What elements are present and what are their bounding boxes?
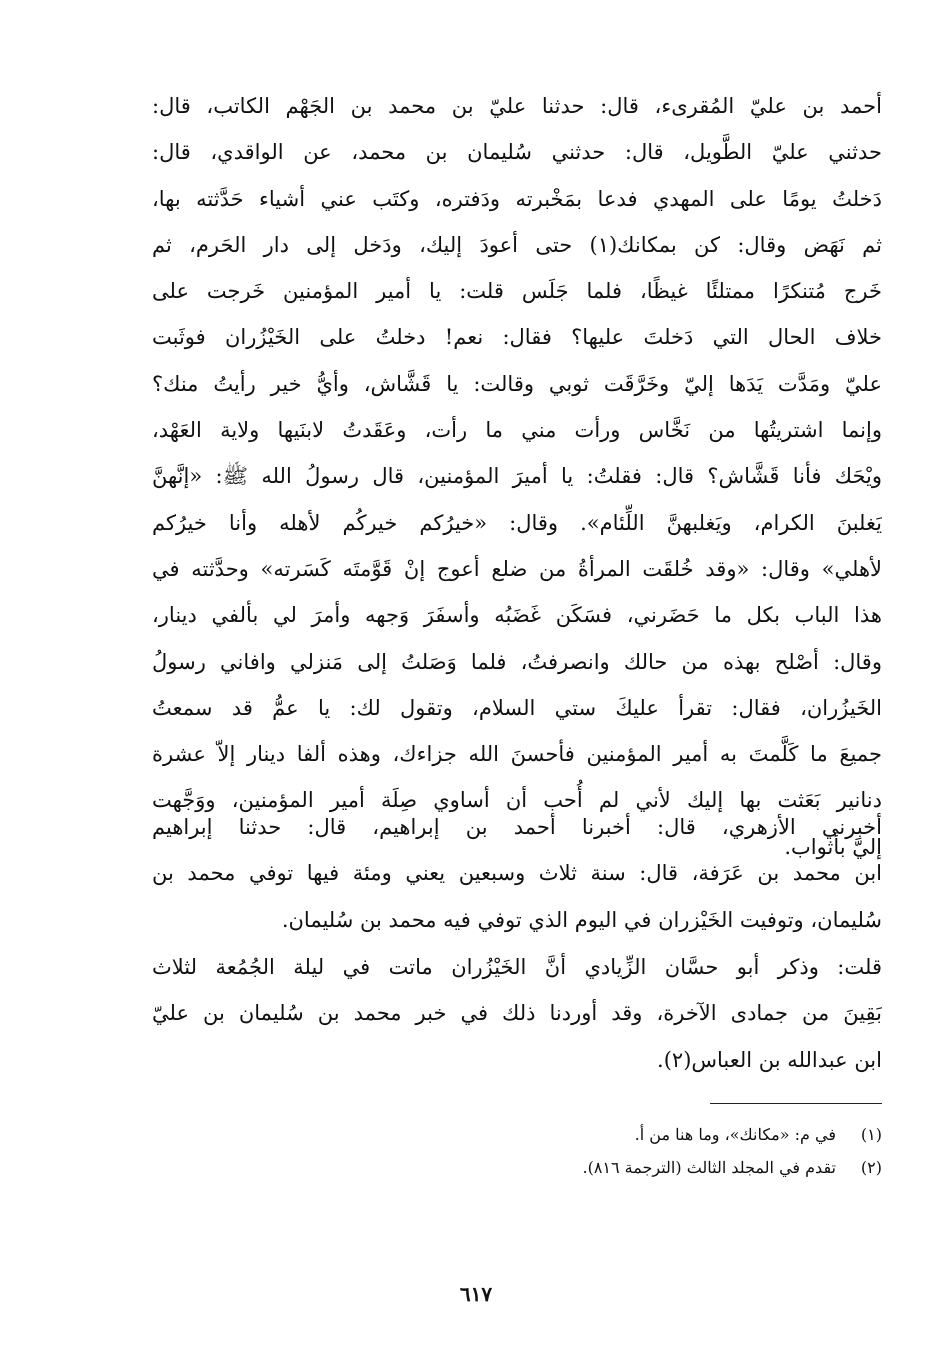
footnotes: [152, 1118, 882, 1184]
text-line: حدثني عليّ الطَّويل، قال: حدثني سُليمان بن محمد، عن الواقدي، قال:: [152, 140, 882, 165]
text-line: أخبرني الأزهري، قال: أخبرنا أحمد بن إبراهيم، قال: حدثنا إبراهيم: [152, 815, 882, 839]
text-line: خَرج مُتنكرًا ممتلئًا غيظًا، فلما جَلَس قلت: يا أمير المؤمنين خَرجت على: [152, 279, 882, 304]
footnote: [152, 1151, 882, 1184]
paragraph-2: [152, 804, 882, 943]
text-line: ابن محمد بن عَرَفة، قال: سنة ثلاث وسبعين يعني ومئة فيها توفي محمد بن: [152, 861, 882, 886]
text-line: أحمد بن عليّ المُقرىء، قال: حدثنا عليّ بن محمد بن الجَهْم الكاتب، قال:: [152, 94, 882, 118]
text-line: لأهلي» وقال: «وقد خُلقَت المرأةُ من ضلع أعوج إنْ قَوَّمتَه كَسَرته» وحدَّثته في: [152, 556, 882, 581]
text-line: ويْحَك فأنا قَشَّاش؟ قال: فقلتُ: يا أميرَ المؤمنين، قال رسولُ الله ﷺ: «إنَّهنَّ: [152, 464, 882, 489]
paragraph-1: [152, 83, 882, 870]
footnote: [152, 1118, 882, 1151]
text-line: وقال: أصْلح بهذه من حالك وانصرفتُ، فلما وَصَلتُ إلى مَنزلي وافاني رسولُ: [152, 649, 882, 674]
text-line: هذا الباب بكل ما حَضَرني، فسَكَن غَضَبُه وأسفَرَ وَجهه وأمرَ لي بألفي دينار،: [152, 603, 882, 628]
text-line: إليَّ بأثواب.: [784, 834, 882, 859]
text-line: جميعَ ما كَلَّمتَ به أمير المؤمنين فأحسنَ الله جزاءك، وهذه ألفا دينار إلاّ عشرة: [152, 742, 882, 767]
text-line: وإنما اشتريتُها من نَخَّاس ورأت مني ما رأت، وعَقَدتُ لابنَيها ولاية العَهْد،: [152, 418, 882, 443]
text-line: سُليمان، وتوفيت الخَيْزران في اليوم الذي توفي فيه محمد بن سُليمان.: [281, 907, 882, 932]
text-line: ابن عبدالله بن العباس(٢).: [657, 1047, 882, 1072]
text-line: قلت: وذكر أبو حسَّان الزِّيادي أنَّ الخَيْزُران ماتت في ليلة الجُمُعة لثلاث: [152, 955, 882, 979]
text-line: دَخلتُ يومًا على المهدي فدعا بمَخْبرته ودَفتره، وكتَب عني أشياء حَدَّثته بها،: [152, 186, 882, 211]
text-line: عليّ ومَدَّت يَدَها إليّ وخَرَّقَت ثوبي وقالت: يا قَشَّاش، وأيُّ خير رأيتُ منك؟: [152, 371, 882, 396]
text-line: بَقِينَ من جمادى الآخرة، وقد أوردنا ذلك في خبر محمد بن سُليمان بن عليّ: [152, 1001, 882, 1026]
text-line: يَغلبنَ الكرام، ويَغلبهنَّ اللِّئام». وقال: «خيرُكم خيركُم لأهله وأنا خيرُكم: [152, 510, 882, 535]
text-line: خلاف الحال التي دَخلتَ عليها؟ فقال: نعم! دخلتُ على الخَيْزُران فوثَبت: [152, 325, 882, 350]
page-number: ٦١٧: [459, 1282, 493, 1306]
text-line: دنانير بَعَثت بها إليك لأني لم أُحب أن أساوي صِلَة أمير المؤمنين، ووَجَّهت: [152, 788, 882, 813]
footnote-text: في م: «مكانك»، وما هنا من أ.: [634, 1125, 836, 1144]
paragraph-3: [152, 944, 882, 1083]
text-line: الخَيزُران، فقال: تقرأ عليكَ ستي السلام، وتقول لك: يا عمُّ قد سمعتُ: [152, 695, 882, 720]
footnote-number: (٢): [860, 1158, 882, 1177]
footnote-divider: [710, 1103, 882, 1104]
text-line: ثم نَهَض وقال: كن بمكانك(١) حتى أعودَ إليك، ودَخل إلى دار الحَرم، ثم: [152, 232, 882, 257]
footnote-text: تقدم في المجلد الثالث (الترجمة ٨١٦).: [582, 1158, 836, 1177]
footnote-number: (١): [860, 1125, 882, 1144]
